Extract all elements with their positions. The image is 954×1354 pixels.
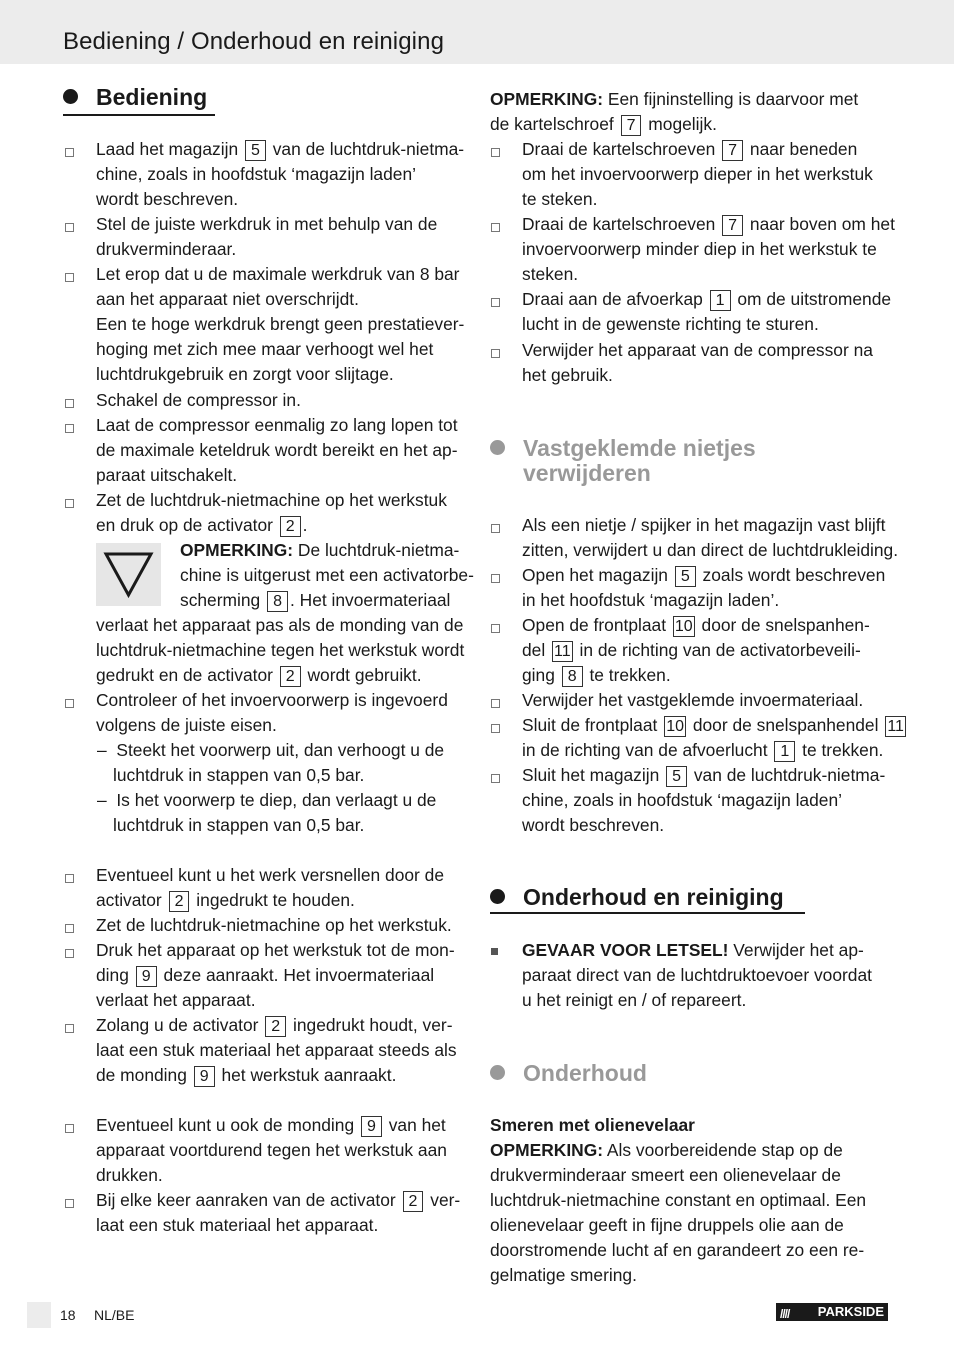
list-item: Druk het apparaat op het werkstuk tot de mon- ding 9 deze aanraakt. Het invoermateriaal verlaat het apparaat. <box>96 940 455 1010</box>
warning-text: GEVAAR VOOR LETSEL! Verwijder het ap- paraat direct van de luchtdruktoevoer voordat u het reinigt en / of repareert. <box>522 940 872 1010</box>
part-ref: 9 <box>361 1116 382 1137</box>
list-item: Open het magazijn 5 zoals wordt beschreven in het hoofdstuk ‘magazijn laden’. <box>522 565 886 610</box>
list-item: Eventueel kunt u het werk versnellen door de activator 2 ingedrukt te houden. <box>96 865 445 910</box>
part-ref: 2 <box>280 516 301 537</box>
list-item: Eventueel kunt u ook de monding 9 van het apparaat voortdurend tegen het werkstuk aan drukken. <box>96 1115 447 1185</box>
part-ref: 10 <box>674 618 693 635</box>
square-bullet-icon <box>491 948 498 955</box>
part-ref: 7 <box>621 115 642 136</box>
list-item: Verwijder het vastgeklemde invoermateriaal. <box>522 690 864 710</box>
checkbox-bullet-icon <box>65 924 74 933</box>
part-ref: 5 <box>245 140 266 161</box>
page-number: 18 <box>60 1307 76 1323</box>
heading-underline <box>490 912 805 914</box>
part-ref: 7 <box>722 215 743 236</box>
checkbox-bullet-icon <box>491 148 500 157</box>
part-ref: 2 <box>280 666 301 687</box>
checkbox-bullet-icon <box>65 949 74 958</box>
heading-bullet-icon <box>490 1065 505 1080</box>
list-item: Draai aan de afvoerkap 1 om de uitstromende lucht in de gewenste richting te sturen. <box>522 289 892 334</box>
part-ref: 2 <box>265 1016 286 1037</box>
section-heading-bediening: Bediening <box>63 84 207 111</box>
heading-bullet-icon <box>490 440 505 455</box>
checkbox-bullet-icon <box>491 574 500 583</box>
list-item: Als een nietje / spijker in het magazijn vast blijft zitten, verwijdert u dan direct de luchtdrukleiding. <box>522 515 899 560</box>
list-item: Draai de kartelschroeven 7 naar beneden om het invoervoorwerp dieper in het werkstuk te steken. <box>522 139 873 209</box>
checkbox-bullet-icon <box>491 349 500 358</box>
note-continuation: verlaat het apparaat pas als de monding van de luchtdruk-nietmachine tegen het werkstuk wordt gedrukt en de activator 2 wordt gebruikt. <box>96 615 465 685</box>
part-ref: 1 <box>710 290 731 311</box>
list-item: Laat de compressor eenmalig zo lang lopen tot de maximale keteldruk wordt bereikt en het ap- paraat uitschakelt. <box>96 415 458 485</box>
section-heading-onderhoud-reiniging: Onderhoud en reiniging <box>490 884 784 911</box>
part-ref: 11 <box>887 718 904 735</box>
checkbox-bullet-icon <box>65 874 74 883</box>
part-ref: 9 <box>136 966 157 987</box>
checkbox-bullet-icon <box>65 499 74 508</box>
list-item: Sluit het magazijn 5 van de luchtdruk-nietma- chine, zoals in hoofdstuk ‘magazijn laden’ wordt beschreven. <box>522 765 886 835</box>
list-item: Zet de luchtdruk-nietmachine op het werkstuk. <box>96 915 452 935</box>
checkbox-bullet-icon <box>65 399 74 408</box>
checkbox-bullet-icon <box>65 148 74 157</box>
section-heading-onderhoud: Onderhoud <box>490 1060 647 1087</box>
list-item: Sluit de frontplaat 10 door de snelspanhendel 11 in de richting van de afvoerlucht 1 te trekken. <box>522 715 904 760</box>
part-ref: 8 <box>267 591 288 612</box>
part-ref: 8 <box>562 666 583 687</box>
part-ref: 2 <box>403 1191 424 1212</box>
section-heading-vastgeklemde: Vastgeklemde nietjes verwijderen <box>490 436 756 486</box>
checkbox-bullet-icon <box>65 273 74 282</box>
list-item: Laad het magazijn 5 van de luchtdruk-nietma- chine, zoals in hoofdstuk ‘magazijn laden’ wordt beschreven. <box>96 139 465 209</box>
heading-bullet-icon <box>63 89 78 104</box>
checkbox-bullet-icon <box>491 699 500 708</box>
heading-bullet-icon <box>490 889 505 904</box>
checkbox-bullet-icon <box>65 1024 74 1033</box>
part-ref: 11 <box>554 643 571 660</box>
list-item: Bij elke keer aanraken van de activator 2 ver- laat een stuk materiaal het apparaat. <box>96 1190 461 1235</box>
list-item: Verwijder het apparaat van de compressor na het gebruik. <box>522 340 873 385</box>
list-item: Let erop dat u de maximale werkdruk van 8 bar aan het apparaat niet overschrijdt. Een te hoge werkdruk brengt geen prestatiever- hoging met zich mee maar verhoogt wel het luchtdrukgebruik en zorgt voor slijtage. <box>96 264 465 384</box>
part-ref: 5 <box>675 566 696 587</box>
list-item: Stel de juiste werkdruk in met behulp van de drukverminderaar. <box>96 214 438 259</box>
warning-triangle-icon <box>96 543 161 606</box>
list-item: Controleer of het invoervoorwerp is ingevoerd volgens de juiste eisen. <box>96 690 448 735</box>
list-item: Draai de kartelschroeven 7 naar boven om het invoervoorwerp minder diep in het werkstuk te steken. <box>522 214 895 284</box>
list-item: Zet de luchtdruk-nietmachine op het werkstuk en druk op de activator 2 . <box>96 490 447 535</box>
list-item: Zolang u de activator 2 ingedrukt houdt, ver- laat een stuk materiaal het apparaat steeds als de monding 9 het werkstuk aanraakt. <box>96 1015 457 1085</box>
checkbox-bullet-icon <box>491 724 500 733</box>
note-block: OPMERKING: De luchtdruk-nietma- chine is uitgerust met een activatorbe- scherming 8 . Het invoermateriaal <box>180 540 474 610</box>
checkbox-bullet-icon <box>491 223 500 232</box>
checkbox-bullet-icon <box>491 774 500 783</box>
list-item: Schakel de compressor in. <box>96 390 301 410</box>
part-ref: 9 <box>194 1066 215 1087</box>
checkbox-bullet-icon <box>491 298 500 307</box>
language-code: NL/BE <box>94 1307 135 1323</box>
checkbox-bullet-icon <box>65 1124 74 1133</box>
heading-underline <box>63 114 215 116</box>
checkbox-bullet-icon <box>65 1199 74 1208</box>
checkbox-bullet-icon <box>491 524 500 533</box>
brand-logo: //// PARKSIDE <box>776 1303 888 1321</box>
note-block: OPMERKING: Een fijninstelling is daarvoor met de kartelschroef 7 mogelijk. <box>490 89 859 134</box>
dash-list: – Steekt het voorwerp uit, dan verhoogt u de luchtdruk in stappen van 0,5 bar. – Is het voorwerp te diep, dan verlaagt u de luchtdruk in stappen van 0,5 bar. <box>97 740 445 835</box>
footer-tab <box>27 1302 51 1328</box>
page-title: Bediening / Onderhoud en reiniging <box>63 28 445 55</box>
logo-stripes-icon: //// <box>780 1307 790 1321</box>
lubrication-section: Smeren met olienevelaar OPMERKING: Als voorbereidende stap op de drukverminderaar smeert een olienevelaar de luchtdruk-nietmachine constant en optimaal. Een olienevelaar geeft in fijne druppels olie aan de doorstromende lucht af en garandeert zo een re- gelmatige smering. <box>490 1115 867 1285</box>
checkbox-bullet-icon <box>65 424 74 433</box>
part-ref: 2 <box>169 891 190 912</box>
part-ref: 7 <box>722 140 743 161</box>
part-ref: 5 <box>666 766 687 787</box>
part-ref: 1 <box>774 741 795 762</box>
checkbox-bullet-icon <box>65 699 74 708</box>
checkbox-bullet-icon <box>491 624 500 633</box>
checkbox-bullet-icon <box>65 223 74 232</box>
list-item: Open de frontplaat 10 door de snelspanhen- del 11 in de richting van de activatorbeveili- ging 8 te trekken. <box>522 615 870 685</box>
part-ref: 10 <box>666 718 684 735</box>
